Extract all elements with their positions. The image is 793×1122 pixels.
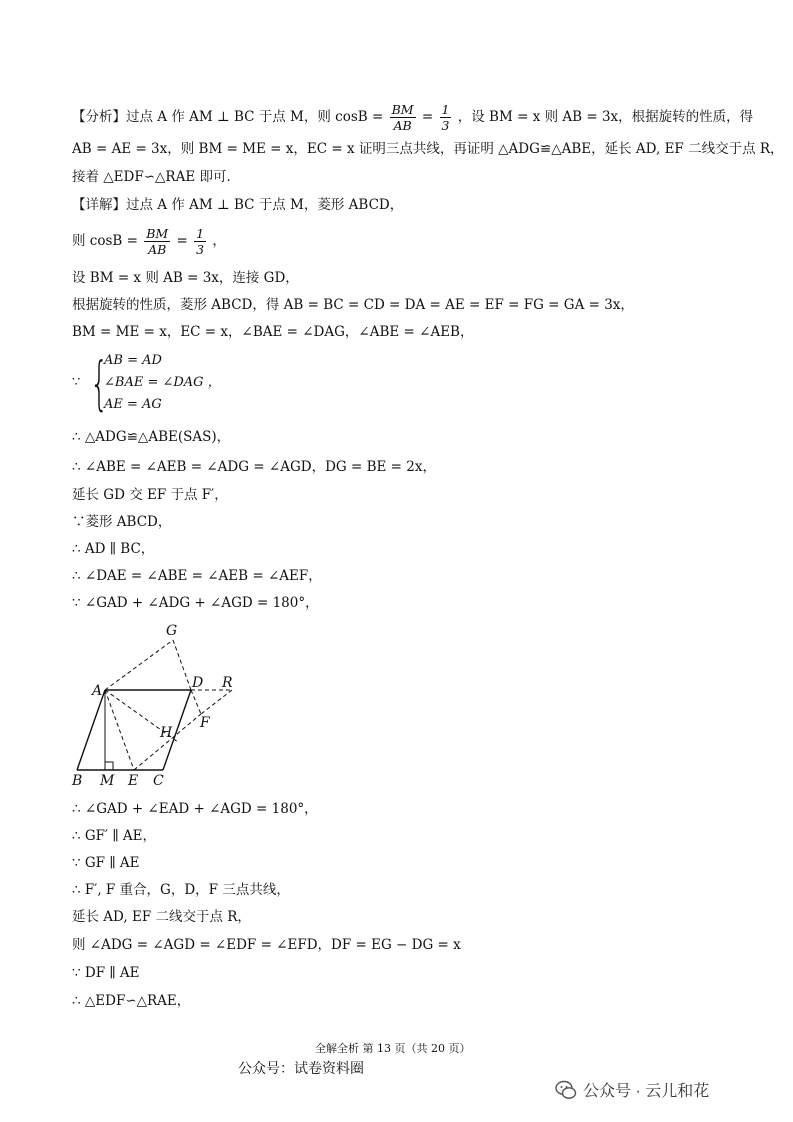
system-row: AB = AD — [104, 353, 162, 368]
frac-num: 1 — [441, 102, 450, 117]
detail-line-12: 延长 GD 交 EF 于点 F′， — [72, 487, 228, 503]
after-line-17: ∴ ∠GAD + ∠EAD + ∠AGD = 180°， — [72, 801, 318, 817]
analysis-text: 【分析】过点 A 作 AM ⊥ BC 于点 M，则 cosB = — [72, 109, 384, 125]
analysis-line-3: 接着 △EDF∽△RAE 即可． — [72, 169, 240, 185]
after-line-19: ∵ GF ∥ AE — [72, 855, 140, 871]
detail-line-15: ∴ ∠DAE = ∠ABE = ∠AEB = ∠AEF， — [72, 568, 322, 584]
detail-line-4: 【详解】过点 A 作 AM ⊥ BC 于点 M，菱形 ABCD， — [72, 197, 404, 213]
segment-ag — [105, 640, 173, 690]
segment-ef — [134, 714, 201, 770]
after-line-23: ∵ DF ∥ AE — [72, 965, 140, 981]
label-h: H — [160, 725, 173, 741]
label-g: G — [166, 623, 178, 639]
detail-line-16: ∵ ∠GAD + ∠ADG + ∠AGD = 180°， — [72, 595, 319, 611]
detail-line-7: 根据旋转的性质，菱形 ABCD，得 AB = BC = CD = DA = AE = EF = FG = GA = 3x， — [72, 297, 634, 313]
fraction-bm-ab — [144, 226, 170, 257]
because-symbol: ∵ — [72, 375, 81, 390]
after-line-21: 延长 AD, EF 二线交于点 R， — [72, 909, 251, 925]
fraction-one-third — [440, 102, 452, 133]
after-line-24: ∴ △EDF∽△RAE， — [72, 993, 191, 1009]
label-c: C — [153, 773, 164, 789]
frac-den: 3 — [441, 118, 450, 133]
segment-df — [191, 690, 201, 714]
frac-den: AB — [148, 242, 167, 257]
frac-num: BM — [391, 102, 414, 117]
detail-line-13: ∵菱形 ABCD， — [72, 514, 172, 530]
segment-gd — [173, 640, 191, 690]
segment-ab — [77, 690, 105, 770]
system-row: ∠BAE = ∠DAG ， — [104, 375, 221, 390]
detail-text: 则 cosB = — [72, 233, 138, 249]
analysis-line-1 — [72, 102, 753, 133]
page-footer: 全解全析 第 13 页（共 20 页） — [315, 1042, 471, 1055]
after-line-18: ∴ GF′ ∥ AE， — [72, 828, 157, 844]
detail-line-10: ∴ △ADG≌△ABE(SAS)， — [72, 429, 231, 445]
after-line-22: 则 ∠ADG = ∠AGD = ∠EDF = ∠EFD，DF = EG − DG = x — [72, 937, 461, 953]
frac-den: 3 — [196, 242, 205, 257]
fraction-one-third — [194, 226, 206, 257]
detail-text: ， — [212, 233, 226, 249]
after-line-20: ∴ F′, F 重合，G，D，F 三点共线， — [72, 882, 290, 898]
fraction-bm-ab — [390, 102, 416, 133]
equals: = — [421, 109, 434, 125]
segment-rf — [201, 690, 232, 714]
segment-ae — [105, 690, 134, 770]
detail-line-6: 设 BM = x 则 AB = 3x，连接 GD， — [72, 270, 299, 286]
label-m: M — [100, 773, 115, 789]
label-b: B — [72, 773, 83, 789]
equation-system — [72, 350, 272, 420]
label-a: A — [92, 683, 103, 699]
analysis-line-2: AB = AE = 3x，则 BM = ME = x，EC = x 证明三点共线，再证明 △ADG≌△ABE，延长 AD, EF 二线交于点 R， — [72, 141, 784, 157]
wechat-icon — [555, 1079, 577, 1101]
label-f: F — [200, 715, 210, 731]
watermark-text: 公众号 · 云儿和花 — [583, 1083, 710, 1100]
system-rows — [104, 350, 221, 416]
equals: = — [176, 233, 188, 249]
frac-den: AB — [393, 118, 412, 133]
frac-num: 1 — [196, 226, 205, 241]
account-label: 公众号：试卷资料圈 — [238, 1060, 364, 1076]
label-r: R — [222, 675, 233, 691]
right-angle-mark — [105, 762, 113, 770]
detail-line-14: ∴ AD ∥ BC， — [72, 541, 155, 557]
label-d: D — [192, 675, 204, 691]
label-e: E — [128, 773, 139, 789]
left-brace: { — [90, 349, 109, 417]
detail-line-11: ∴ ∠ABE = ∠AEB = ∠ADG = ∠AGD，DG = BE = 2x， — [72, 459, 436, 475]
frac-num: BM — [146, 226, 169, 241]
detail-line-8: BM = ME = x，EC = x，∠BAE = ∠DAG，∠ABE = ∠AEB， — [72, 324, 474, 340]
geometry-figure — [60, 615, 260, 795]
analysis-text: ，设 BM = x 则 AB = 3x，根据旋转的性质，得 — [457, 109, 754, 125]
system-row: AE = AG — [104, 397, 162, 412]
watermark — [555, 1078, 709, 1101]
detail-line-5 — [72, 226, 226, 257]
